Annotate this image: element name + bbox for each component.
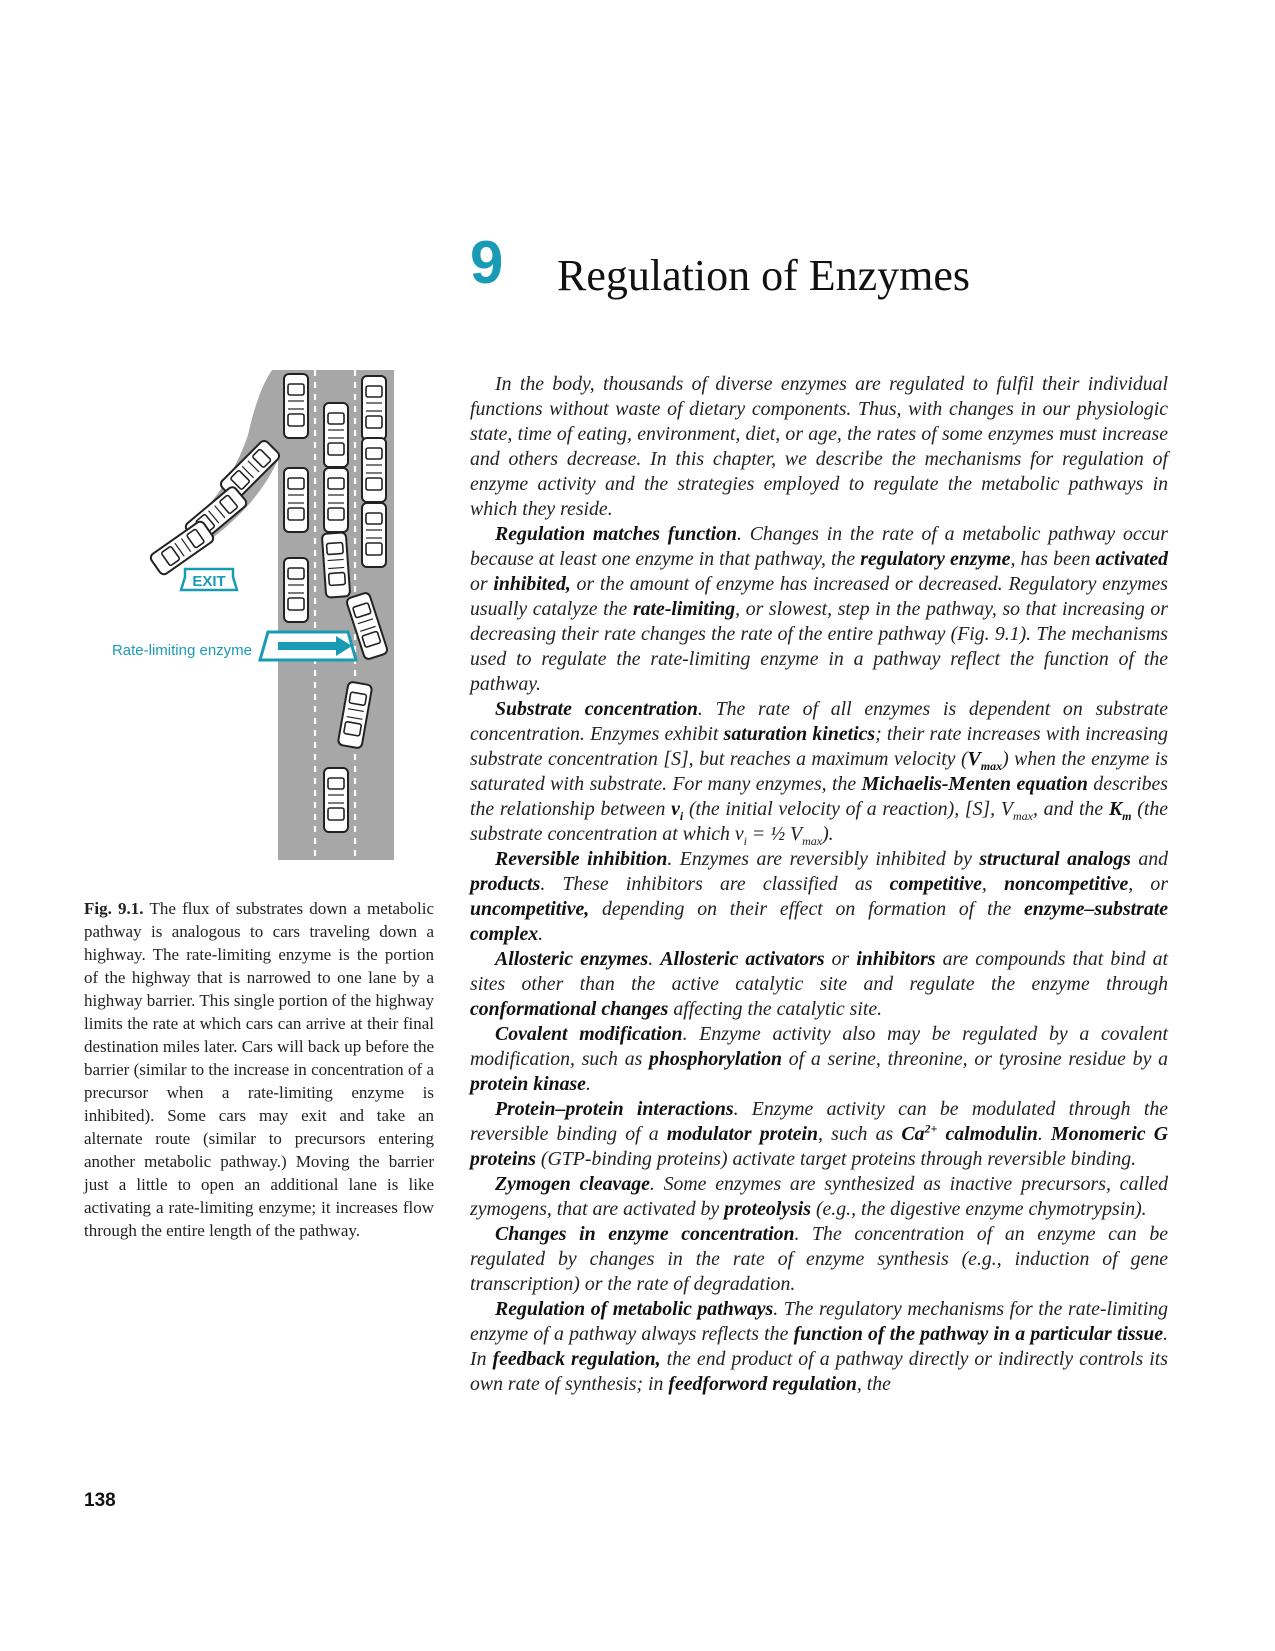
chapter-body bbox=[470, 372, 1168, 1397]
car-icon bbox=[362, 438, 386, 502]
paragraph-pathways: Regulation of metabolic pathways. The regulatory mechanisms for the rate-limiting enzyme of a pathway always reflects the function of the pathway in a particular tissue. In feedback regulation, the end product of a pathway directly or indirectly controls its own rate of synthesis; in feedforword regulation, the bbox=[470, 1298, 1168, 1395]
car-icon bbox=[324, 768, 348, 832]
figure-caption bbox=[84, 897, 434, 1242]
car-icon bbox=[284, 374, 308, 438]
car-icon bbox=[362, 503, 386, 567]
paragraph-concentration: Changes in enzyme concentration. The concentration of an enzyme can be regulated by changes in the rate of enzyme synthesis (e.g., induction of gene transcription) or the rate of degradation. bbox=[470, 1223, 1169, 1295]
paragraph-zymogen: Zymogen cleavage. Some enzymes are synthesized as inactive precursors, called zymogens, that are activated by proteolysis (e.g., the digestive enzyme chymotrypsin). bbox=[470, 1173, 1169, 1220]
barrier-label: Rate-limiting enzyme bbox=[111, 642, 252, 659]
paragraph-protein: Protein–protein interactions. Enzyme activity can be modulated through the reversible binding of a modulator protein, such as $Ca^{2+}$ calmodulin. Monomeric G proteins (GTP-binding proteins) activate target proteins through reversible binding. bbox=[470, 1098, 1168, 1170]
paragraph-allosteric: Allosteric enzymes. Allosteric activators or inhibitors are compounds that bind at sites other than the active catalytic site and regulate the enzyme through conformational changes affecting the catalytic site. bbox=[470, 948, 1169, 1020]
paragraph-substrate: Substrate concentration. The rate of all enzymes is dependent on substrate concentration. Enzymes exhibit saturation kinetics; their rate increases with increasing substrate concentration [S], but reaches a maximum velocity $(V_{max})$ when the enzyme is saturated with substrate. For many enzymes, the Michaelis-Menten equation describes the relationship between $v_i$ (the initial velocity of a reaction), [S], $V_{max}$, and the $K_m$ (the substrate concentration at which $v_i$ = ½ $V_{max}$). bbox=[470, 698, 1169, 848]
car-icon bbox=[284, 558, 308, 622]
highway-figure bbox=[100, 370, 410, 880]
chapter-number: 9 bbox=[470, 229, 504, 296]
caption-text: The flux of substrates down a metabolic pathway is analogous to cars traveling down a highway. The rate-limiting enzyme is the portion of the highway that is narrowed to one lane by a highway barrier. This single portion of the highway limits the rate at which cars can arrive at their final destination miles later. Cars will back up before the barrier (similar to the increase in concentration of a precursor when a rate-limiting enzyme is inhibited). Some cars may exit and take an alternate route (similar to precursors entering another metabolic pathway.) Moving the barrier just a little to open an additional lane is like activating a rate-limiting enzyme; it increases flow through the entire length of the pathway. bbox=[84, 899, 435, 1240]
paragraph-function: Regulation matches function. Changes in the rate of a metabolic pathway occur because at least one enzyme in that pathway, the regulatory enzyme, has been activated or inhibited, or the amount of enzyme has increased or decreased. Regulatory enzymes usually catalyze the rate-limiting, or slowest, step in the pathway, so that increasing or decreasing their rate changes the rate of the entire pathway (Fig. 9.1). The mechanisms used to regulate the rate-limiting enzyme in a pathway reflect the function of the pathway. bbox=[470, 523, 1169, 695]
car-icon bbox=[324, 468, 348, 532]
car-icon bbox=[149, 520, 215, 576]
paragraph-covalent: Covalent modification. Enzyme activity also may be regulated by a covalent modification, such as phosphorylation of a serine, threonine, or tyrosine residue by a protein kinase. bbox=[470, 1023, 1168, 1095]
car-icon bbox=[284, 468, 308, 532]
caption-label: Fig. 9.1. bbox=[84, 899, 144, 918]
chapter-title: Regulation of Enzymes bbox=[557, 251, 971, 300]
car-icon bbox=[362, 376, 386, 440]
paragraph-reversible: Reversible inhibition. Enzymes are reversibly inhibited by structural analogs and products. These inhibitors are classified as competitive, noncompetitive, or uncompetitive, depending on their effect on formation of the enzyme–substrate complex. bbox=[470, 848, 1169, 945]
car-icon bbox=[324, 403, 348, 467]
exit-label: EXIT bbox=[192, 573, 226, 590]
intro-paragraph: In the body, thousands of diverse enzymes are regulated to fulfil their individual functions without waste of dietary components. Thus, with changes in our physiologic state, time of eating, environment, diet, or age, the rates of some enzymes must increase and others decrease. In this chapter, we describe the mechanisms for regulation of enzyme activity and the strategies employed to regulate the metabolic pathways in which they reside. bbox=[470, 373, 1168, 520]
page-number: 138 bbox=[84, 1490, 116, 1511]
car-icon bbox=[322, 532, 350, 598]
